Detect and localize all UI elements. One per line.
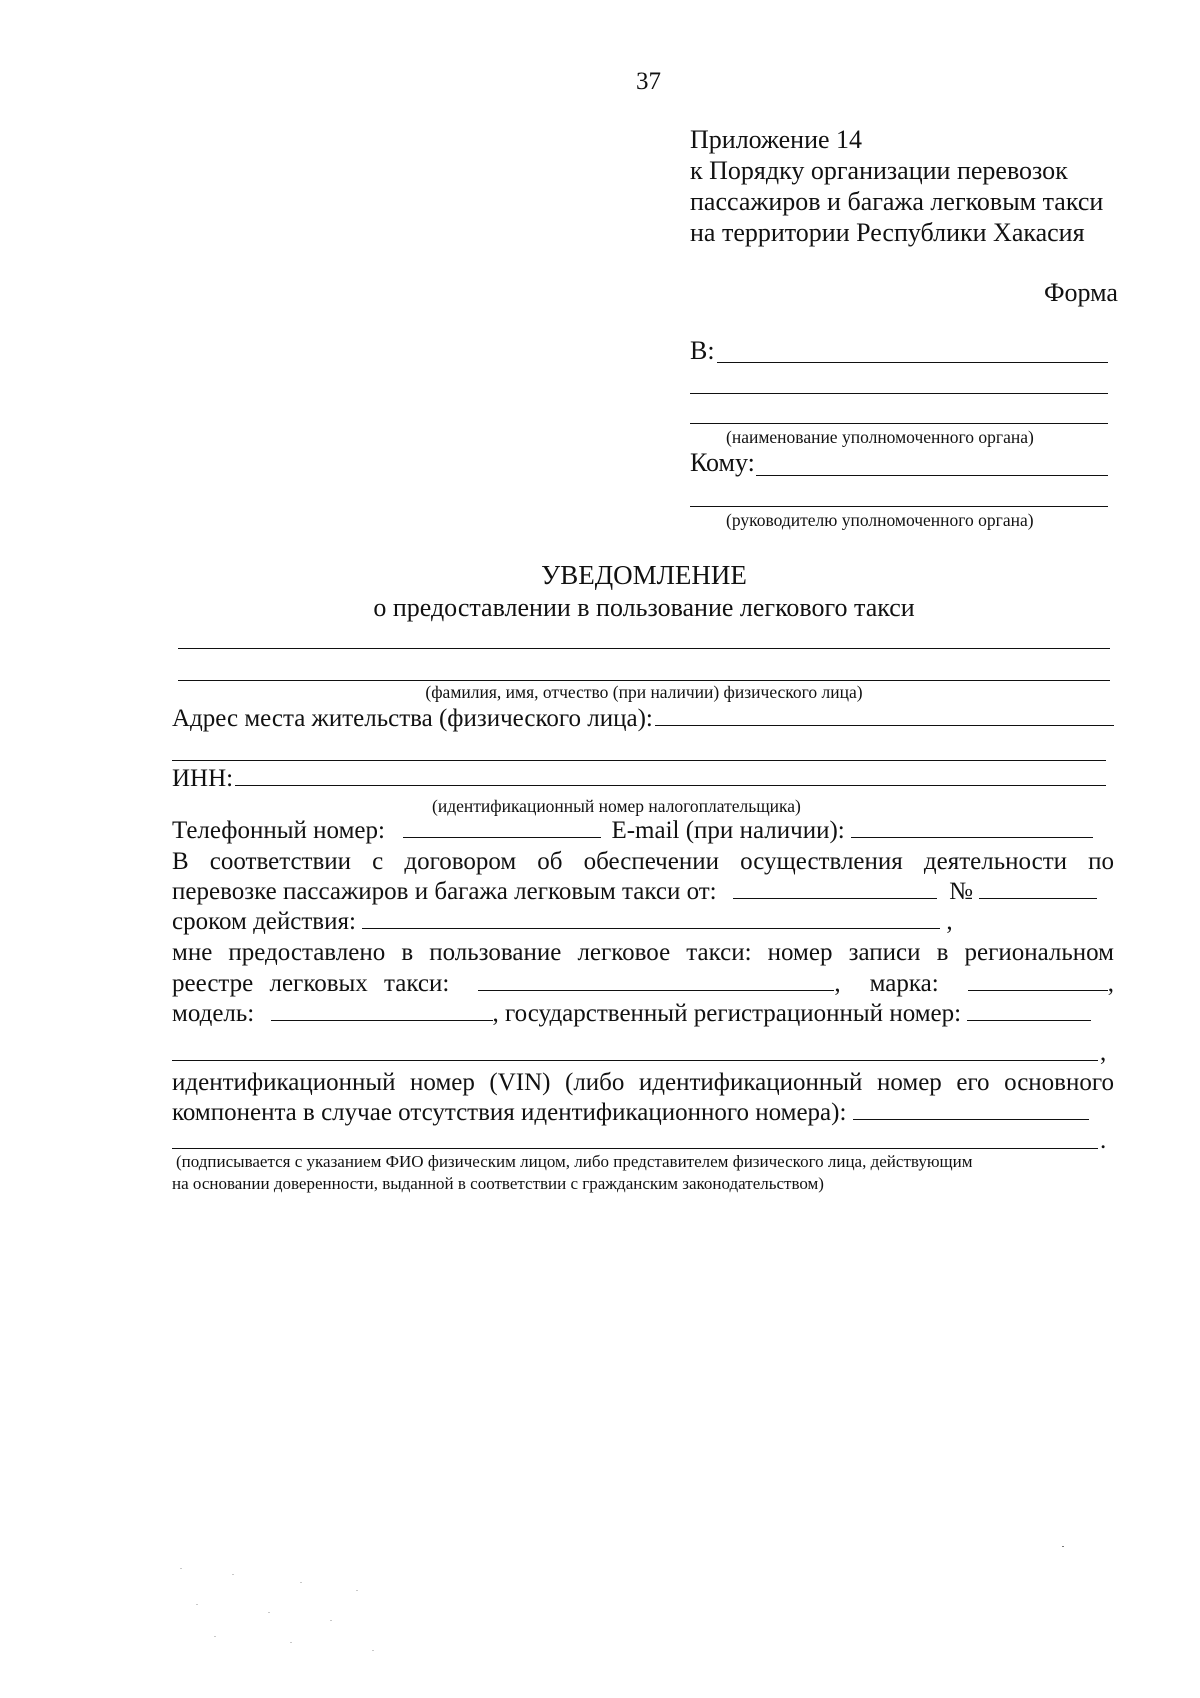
- whom-field[interactable]: [756, 475, 1108, 476]
- inn-label: ИНН:: [172, 765, 234, 792]
- registry-number-field[interactable]: [478, 970, 834, 991]
- comma: ,: [834, 970, 841, 997]
- address-field[interactable]: [655, 705, 1114, 726]
- phone-field[interactable]: [403, 817, 601, 838]
- signature-caption: на основании доверенности, выданной в соответствии с гражданским законодательством): [172, 1174, 824, 1193]
- brand-label: марка:: [869, 970, 939, 997]
- contract-number-field[interactable]: [979, 878, 1097, 899]
- vin-row-2: [172, 1098, 1114, 1128]
- document-title: УВЕДОМЛЕНИЕ: [541, 560, 747, 590]
- signature-field[interactable]: [172, 1148, 1098, 1149]
- comma: ,: [1107, 970, 1114, 997]
- document-subtitle: о предоставлении в пользование легкового такси: [373, 593, 915, 622]
- contract-row-2: [172, 877, 1114, 907]
- phone-label: Телефонный номер:: [172, 817, 385, 844]
- comma: ,: [946, 908, 953, 935]
- to-field[interactable]: [717, 362, 1108, 363]
- to-caption: (наименование уполномоченного органа): [726, 427, 1034, 447]
- comma: ,: [1100, 1039, 1107, 1066]
- reg-number-field-line[interactable]: [172, 1060, 1098, 1061]
- appendix-line: на территории Республики Хакасия: [690, 218, 1085, 247]
- whom-label: Кому:: [690, 448, 755, 477]
- to-field-line[interactable]: [690, 423, 1108, 424]
- vin-label: компонента в случае отсутствия идентификационного номера):: [172, 1099, 847, 1126]
- appendix-line: к Порядку организации перевозок: [690, 156, 1068, 185]
- fio-field-line[interactable]: [178, 680, 1110, 681]
- appendix-line: пассажиров и багажа легковым такси: [690, 187, 1104, 216]
- taxi-row: [172, 938, 1114, 968]
- inn-caption: (идентификационный номер налогоплательщика): [432, 796, 801, 816]
- vin-row-1: [172, 1068, 1114, 1098]
- form-label: Форма: [1044, 278, 1118, 307]
- page-number: 37: [636, 68, 661, 95]
- vin-field[interactable]: [853, 1099, 1089, 1120]
- address-field-line[interactable]: [172, 760, 1106, 761]
- model-field[interactable]: [271, 1000, 493, 1021]
- whom-field-line[interactable]: [690, 506, 1108, 507]
- signature-caption: (подписывается с указанием ФИО физическим лицом, либо представителем физического лица, действующим: [176, 1152, 973, 1171]
- contract-date-label: перевозке пассажиров и багажа легковым такси от:: [172, 878, 717, 905]
- model-label: модель:: [172, 1000, 255, 1027]
- vin-text: идентификационный номер (VIN) (либо идентификационный номер его основного: [172, 1069, 1114, 1096]
- email-label: E-mail (при наличии):: [611, 817, 845, 844]
- brand-field[interactable]: [968, 970, 1108, 991]
- contract-date-field[interactable]: [733, 878, 937, 899]
- number-sign: №: [949, 878, 973, 905]
- reg-number-label: , государственный регистрационный номер:: [492, 1000, 962, 1027]
- address-row: [172, 704, 1114, 734]
- taxi-text: мне предоставлено в пользование легковое такси: номер записи в региональном: [172, 939, 1114, 966]
- term-label: сроком действия:: [172, 908, 356, 935]
- address-label: Адрес места жительства (физического лица):: [172, 705, 653, 732]
- fio-caption: (фамилия, имя, отчество (при наличии) физического лица): [425, 682, 863, 702]
- inn-row: [172, 764, 1106, 794]
- contact-row: [172, 816, 1114, 846]
- whom-caption: (руководителю уполномоченного органа): [726, 510, 1034, 530]
- reg-number-field[interactable]: [967, 1000, 1091, 1021]
- term-field[interactable]: [362, 908, 940, 929]
- email-field[interactable]: [851, 817, 1093, 838]
- inn-field[interactable]: [235, 765, 1106, 786]
- model-row: [172, 999, 1114, 1029]
- appendix-title: Приложение 14: [690, 125, 863, 154]
- to-label: В:: [690, 336, 715, 365]
- term-row: [172, 907, 1114, 937]
- period: .: [1100, 1127, 1107, 1154]
- to-field-line[interactable]: [690, 393, 1108, 394]
- fio-field-line[interactable]: [178, 648, 1110, 649]
- registry-row: [172, 969, 1114, 999]
- registry-label: реестре легковых такси:: [172, 970, 450, 997]
- contract-row-1: [172, 847, 1114, 877]
- contract-text: В соответствии с договором об обеспечении осуществления деятельности по: [172, 848, 1114, 875]
